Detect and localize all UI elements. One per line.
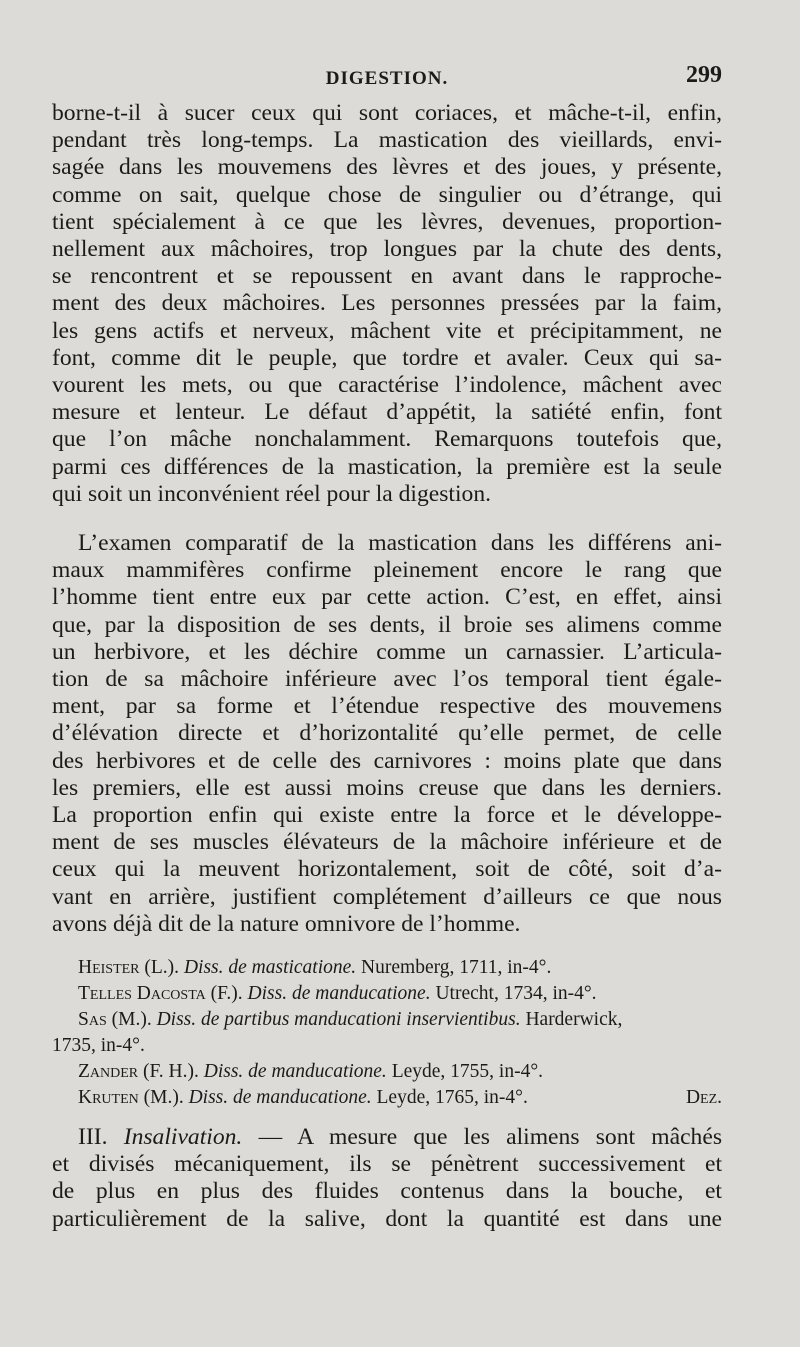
reference-details: Nuremberg, 1711, in-4°. (361, 957, 552, 978)
text-line: d’élévation directe et d’horizontalité qu’elle permet, de celle (52, 720, 722, 747)
text-line: La proportion enfin qui existe entre la force et le développe- (52, 802, 722, 829)
reference-author: Sas (M.). (78, 1009, 152, 1030)
author-signature: Dez. (685, 1087, 722, 1108)
reference-title: Diss. de manducatione. (203, 1061, 387, 1082)
text-line: des herbivores et de celle des carnivores : moins plate que dans (52, 747, 722, 774)
reference-title: Diss. de masticatione. (183, 957, 357, 978)
reference-details: Harderwick, (525, 1009, 623, 1030)
reference-entry (52, 1085, 722, 1111)
text-line: L’examen comparatif de la mastication dans les différens ani- (78, 530, 722, 556)
reference-details: Utrecht, 1734, in-4°. (435, 983, 597, 1004)
text-line: sagée dans les mouvemens des lèvres et des joues, y présente, (52, 154, 722, 181)
text-line (52, 1124, 722, 1151)
running-title: DIGESTION. (325, 68, 449, 89)
text-line: que l’on mâche nonchalamment. Remarquons toutefois que, (52, 426, 722, 453)
reference-entry (52, 955, 722, 981)
bibliography (52, 955, 722, 1111)
page-number: 299 (686, 62, 722, 88)
text-line: parmi ces différences de la mastication, la première est la seule (52, 453, 722, 480)
reference-entry (52, 1033, 722, 1059)
reference-title: Diss. de manducatione. (188, 1087, 372, 1108)
section-3 (52, 1124, 722, 1233)
reference-author: Kruten (M.). (78, 1087, 184, 1108)
text-line: font, comme dit le peuple, que tordre et avaler. Ceux qui sa- (52, 344, 722, 371)
section-title: Insalivation. (123, 1124, 243, 1150)
text-line: pendant très long-temps. La mastication des vieillards, envi- (52, 127, 722, 154)
text-line: vant en arrière, justifient complétement d’ailleurs ce que nous (52, 883, 722, 910)
section-text: — A mesure que les alimens sont mâchés (258, 1124, 723, 1150)
text-line: l’homme tient entre eux par cette action. C’est, en effet, ainsi (52, 584, 722, 611)
reference-author: Zander (F. H.). (78, 1061, 199, 1082)
text-line: qui soit un inconvénient réel pour la digestion. (52, 480, 492, 507)
text-line: tient spécialement à ce que les lèvres, devenues, proportion- (52, 208, 722, 235)
text-line: vourent les mets, ou que caractérise l’indolence, mâchent avec (52, 372, 722, 399)
text-line: les premiers, elle est aussi moins creuse que dans les derniers. (52, 774, 722, 801)
text-line: de plus en plus des fluides contenus dans la bouche, et (52, 1178, 722, 1205)
reference-title: Diss. de manducatione. (247, 983, 431, 1004)
text-line: maux mammifères confirme pleinement encore le rang que (52, 557, 722, 584)
reference-entry (52, 981, 722, 1007)
reference-title: Diss. de partibus manducationi inservientibus. (156, 1009, 521, 1030)
section-3-text (52, 1124, 722, 1233)
reference-author: Heister (L.). (78, 957, 180, 978)
text-line: borne-t-il à sucer ceux qui sont coriaces, et mâche-t-il, enfin, (52, 100, 722, 126)
text-line: un herbivore, et les déchire comme un carnassier. L’articula- (52, 638, 722, 665)
reference-details: Leyde, 1755, in-4°. (391, 1061, 543, 1082)
text-line: ment, par sa forme et l’étendue respective des mouvemens (52, 693, 722, 720)
reference-entry (52, 1059, 722, 1085)
reference-author: Telles Dacosta (F.). (78, 983, 243, 1004)
reference-entry (52, 1007, 722, 1033)
text-line: ment des deux mâchoires. Les personnes pressées par la faim, (52, 290, 722, 317)
paragraph-2-text (52, 530, 722, 938)
page-header (52, 58, 722, 98)
text-line: avons déjà dit de la nature omnivore de l’homme. (52, 910, 521, 937)
reference-details: Leyde, 1765, in-4°. (376, 1087, 528, 1108)
paragraph-1-text (52, 100, 722, 508)
text-line: que, par la disposition de ses dents, il broie ses alimens comme (52, 611, 722, 638)
text-line: mesure et lenteur. Le défaut d’appétit, la satiété enfin, font (52, 399, 722, 426)
text-line: les gens actifs et nerveux, mâchent vite et précipitamment, ne (52, 317, 722, 344)
text-line: particulièrement de la salive, dont la quantité est dans une (52, 1205, 722, 1232)
text-line: et divisés mécaniquement, ils se pénètrent successivement et (52, 1151, 722, 1178)
paragraph-1 (52, 100, 722, 508)
text-line: ceux qui la meuvent horizontalement, soit de côté, soit d’a- (52, 856, 722, 883)
section-number: III. (78, 1124, 108, 1150)
text-line: se rencontrent et se repoussent en avant dans le rapproche- (52, 263, 722, 290)
text-line: tion de sa mâchoire inférieure avec l’os temporal tient égale- (52, 666, 722, 693)
text-line: ment de ses muscles élévateurs de la mâchoire inférieure et de (52, 829, 722, 856)
text-line: nellement aux mâchoires, trop longues par la chute des dents, (52, 236, 722, 263)
reference-details: 1735, in-4°. (52, 1035, 145, 1056)
text-line: comme on sait, quelque chose de singulier ou d’étrange, qui (52, 181, 722, 208)
paragraph-2 (52, 530, 722, 938)
